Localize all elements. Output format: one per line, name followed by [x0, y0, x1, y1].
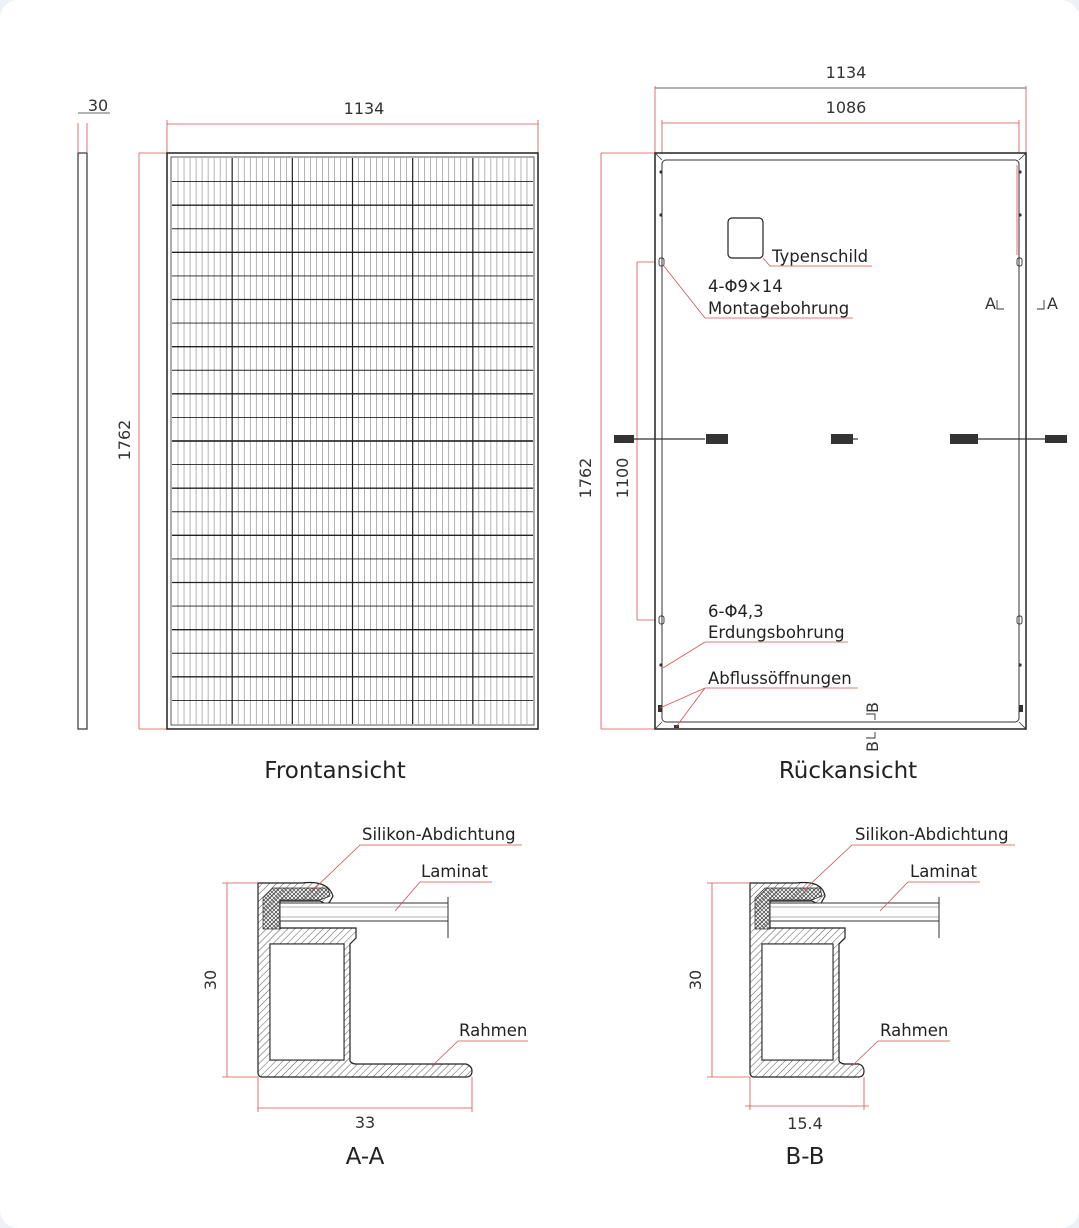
junction-box-left [706, 434, 728, 444]
back-caption: Rückansicht [778, 758, 918, 784]
aa-silicone-label: Silikon-Abdichtung [362, 825, 516, 844]
junction-box-middle [831, 434, 853, 444]
front-caption: Frontansicht [264, 758, 406, 784]
bb-silicone-label: Silikon-Abdichtung [855, 825, 1009, 844]
back-outer-width-label: 1134 [825, 63, 867, 82]
aa-laminate-label: Laminat [421, 862, 488, 881]
front-thickness-label: 30 [87, 96, 109, 115]
aa-caption: A-A [345, 1144, 385, 1170]
aa-height-label: 30 [201, 969, 220, 991]
cell-grid [172, 158, 533, 724]
nameplate [728, 218, 763, 258]
ground-holes-spec: 6-Φ4,3 [708, 602, 764, 621]
side-profile [78, 153, 87, 729]
bb-frame-label: Rahmen [880, 1021, 949, 1040]
section-b-top-label: B [863, 702, 882, 713]
drain-label: Abflussöffnungen [708, 669, 852, 688]
nameplate-label: Typenschild [772, 247, 869, 266]
mount-holes-label: Montagebohrung [708, 299, 850, 318]
bb-laminate-label: Laminat [910, 862, 977, 881]
section-a-right-label: A [1047, 294, 1058, 313]
bb-caption: B-B [785, 1144, 825, 1170]
back-height-label: 1762 [576, 457, 595, 499]
laminate-bb [770, 903, 939, 921]
front-height-label: 1762 [115, 419, 134, 461]
back-inner-width-label: 1086 [825, 98, 867, 117]
ground-holes-label: Erdungsbohrung [708, 623, 845, 642]
section-b-bottom-label: B [863, 741, 882, 752]
connector-right [1045, 435, 1067, 443]
section-a-left-label: A [985, 294, 996, 313]
aa-width-label: 33 [354, 1113, 376, 1132]
laminate-aa [280, 903, 448, 921]
junction-box-right [950, 434, 978, 444]
hole-spacing-label: 1100 [613, 457, 632, 499]
connector-left [614, 435, 634, 443]
bb-height-label: 30 [686, 969, 705, 991]
front-width-label: 1134 [343, 99, 385, 118]
mount-holes-spec: 4-Φ9×14 [708, 277, 783, 296]
aa-frame-label: Rahmen [459, 1021, 528, 1040]
bb-width-label: 15.4 [787, 1114, 823, 1133]
